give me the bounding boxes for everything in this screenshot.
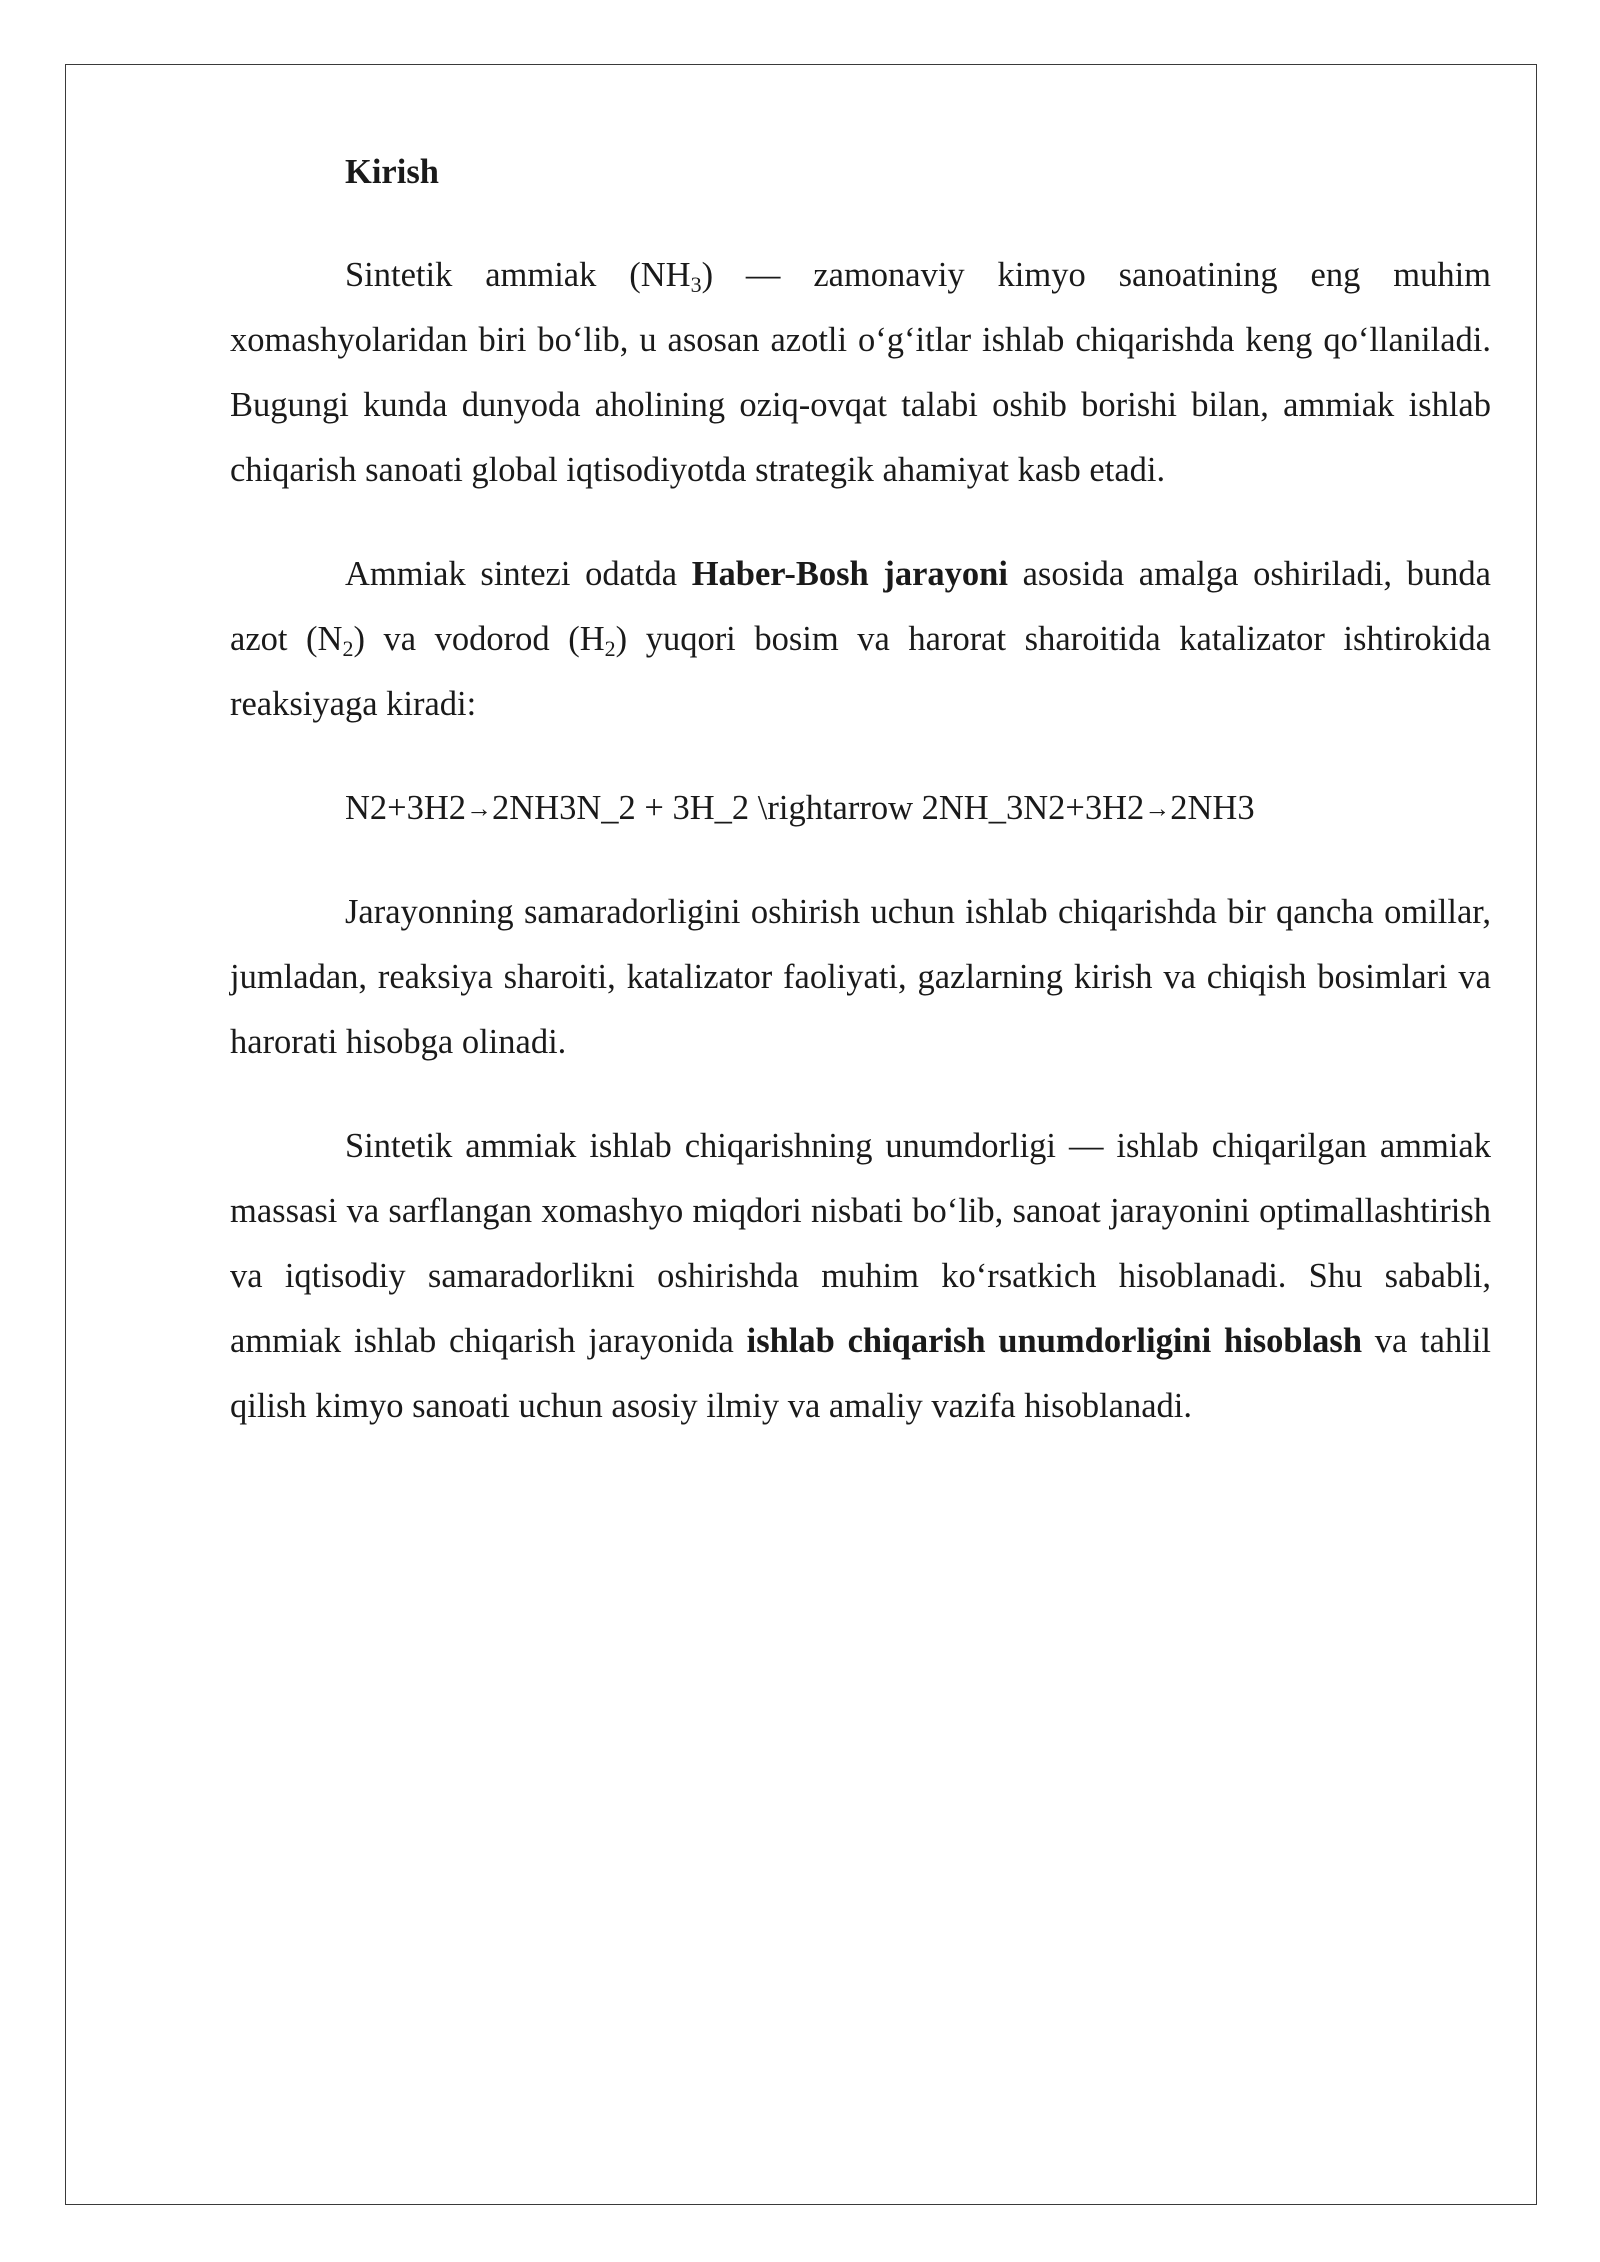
paragraph-efficiency-factors: Jarayonning samaradorligini oshirish uchun ishlab chiqarishda bir qancha omillar, jumladan, reaksiya sharoiti, katalizator faoliyati, gazlarning kirish va chiqish bosimlari va harorati hisobga olinadi. [230, 893, 1491, 1061]
reaction-arrow-icon: → [1144, 794, 1171, 823]
paragraph-haber-bosch-text-a: Ammiak sintezi odatda [345, 555, 692, 593]
paragraph-intro-text-b: ) — zamonaviy kimyo sanoatining eng muhim xomashyolaridan biri bo‘lib, u asosan azotli o‘g‘itlar ishlab chiqarishda keng qo‘llaniladi. Bugungi kunda dunyoda aholining oziq-ovqat talabi oshib borishi bilan, ammiak ishlab chiqarish sanoati global iqtisodiyotda strategik ahamiyat kasb etadi. [230, 256, 1491, 489]
equation-product: 2NH3 [1170, 789, 1255, 827]
equation-reactants: N2+3H2 [345, 789, 467, 827]
productivity-calculation-term: ishlab chiqarish unumdorligini hisoblash [746, 1322, 1363, 1360]
h2-subscript: 2 [604, 636, 616, 661]
haber-bosch-term: Haber-Bosh jarayoni [691, 555, 1008, 593]
paragraph-productivity-text-b: va tahlil qilish kimyo sanoati uchun asosiy ilmiy va amaliy vazifa hisoblanadi. [230, 1322, 1491, 1425]
equation-raw-latex: 2NH3N_2 + 3H_2 \rightarrow 2NH_3N2+3H2 [492, 789, 1145, 827]
paragraph-haber-bosch-text-c: ) va vodorod (H [353, 620, 605, 658]
paragraph-haber-bosch [230, 542, 1491, 737]
section-heading: Kirish [345, 153, 439, 191]
n2-subscript: 2 [342, 636, 354, 661]
paragraph-productivity-text-a: Sintetik ammiak ishlab chiqarishning unumdorligi — ishlab chiqarilgan ammiak massasi va sarflangan xomashyo miqdori nisbati bo‘lib, sanoat jarayonini optimallashtirish va iqtisodiy samaradorlikni oshirishda muhim ko‘rsatkich hisoblanadi. Shu sababli, ammiak ishlab chiqarish jarayonida [230, 1127, 1491, 1360]
paragraph-intro [230, 243, 1491, 503]
paragraph-haber-bosch-text-b: asosida amalga oshiriladi, bunda azot (N [230, 555, 1491, 658]
paragraph-productivity [230, 1114, 1491, 1439]
reaction-arrow-icon: → [466, 794, 493, 823]
paragraph-haber-bosch-text-d: ) yuqori bosim va harorat sharoitida katalizator ishtirokida reaksiyaga kiradi: [230, 620, 1491, 723]
reaction-equation [230, 776, 1491, 841]
document-body [230, 140, 1491, 1478]
paragraph-intro-text-a: Sintetik ammiak (NH [345, 256, 691, 294]
nh3-subscript: 3 [690, 272, 702, 297]
